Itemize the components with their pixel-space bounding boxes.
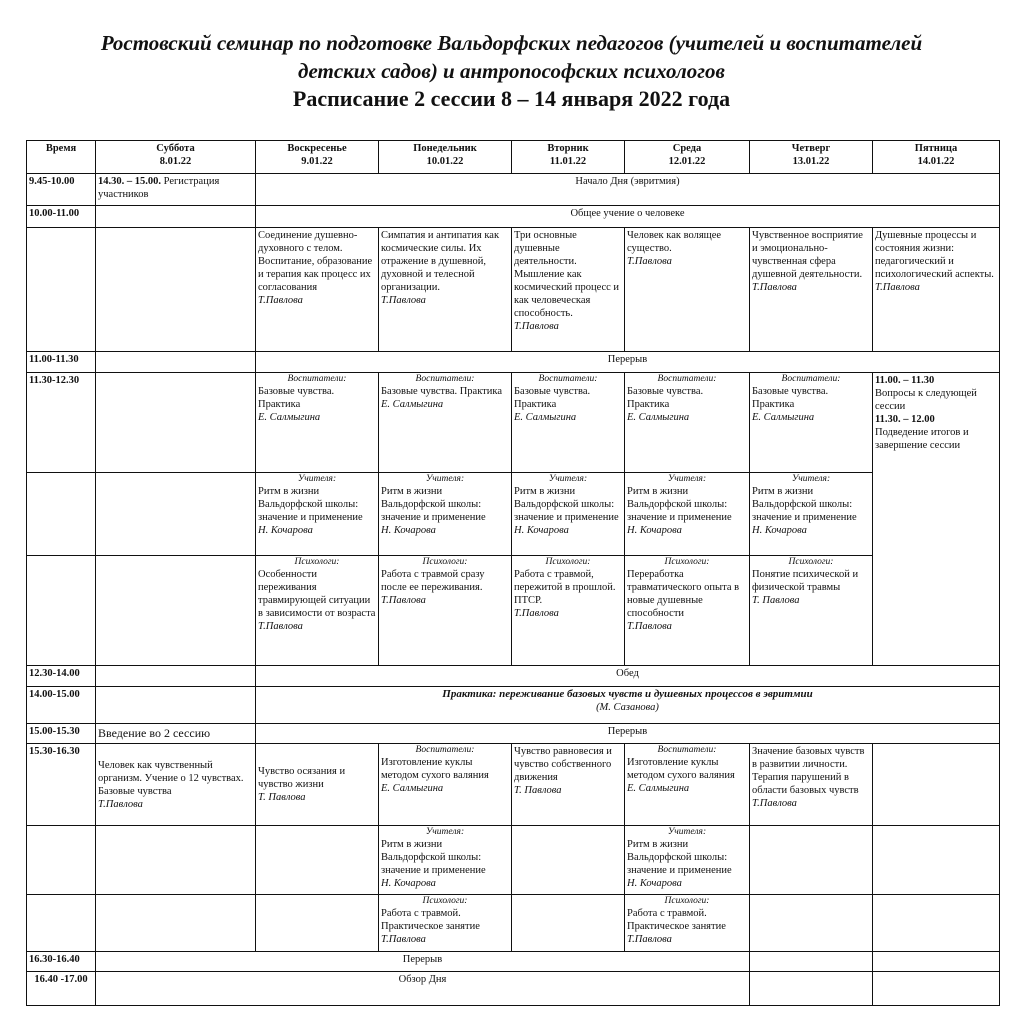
session-cell: Воспитатели: Базовые чувства. Практика Е. Салмыгина — [256, 373, 379, 473]
session-cell: Учителя: Ритм в жизни Вальдорфской школы: значение и применение Н. Кочарова — [750, 473, 873, 556]
session-cell: Воспитатели: Базовые чувства. Практика Е. Салмыгина — [512, 373, 625, 473]
break-cell: Перерыв — [96, 952, 750, 972]
lecture-cell: Чувство равновесия и чувство собственного движения Т. Павлова — [512, 744, 625, 826]
lecture-cell: Значение базовых чувств в развитии личности. Терапия парушений в области базовых чувств Т.Павлова — [750, 744, 873, 826]
time-cell: 14.00-15.00 — [27, 687, 96, 724]
lunch-cell: Обед — [256, 666, 1000, 687]
empty-cell — [873, 895, 1000, 952]
schedule-table — [26, 140, 1000, 1006]
time-cell: 9.45-10.00 — [27, 174, 96, 206]
header-day-thu: Четверг 13.01.22 — [750, 141, 873, 174]
session-cell: Психологи: Работа с травмой, пережитой в прошлой. ПТСР. Т.Павлова — [512, 556, 625, 666]
empty-cell — [27, 556, 96, 666]
day-review-cell: Обзор Дня — [96, 972, 750, 1006]
empty-cell — [27, 895, 96, 952]
empty-cell — [750, 952, 873, 972]
day-start-cell: Начало Дня (эвритмия) — [256, 174, 1000, 206]
table-row — [27, 206, 1000, 228]
empty-cell — [512, 895, 625, 952]
empty-cell — [512, 826, 625, 895]
time-cell: 12.30-14.00 — [27, 666, 96, 687]
break-cell: Перерыв — [256, 352, 1000, 373]
session-cell: Психологи: Работа с травмой сразу после ее переживания. Т.Павлова — [379, 556, 512, 666]
empty-cell — [96, 473, 256, 556]
intro-cell: Введение во 2 сессию — [96, 724, 256, 744]
header-day-fri: Пятница 14.01.22 — [873, 141, 1000, 174]
time-cell: 10.00-11.00 — [27, 206, 96, 228]
session-cell: Учителя: Ритм в жизни Вальдорфской школы: значение и применение Н. Кочарова — [256, 473, 379, 556]
lecture-cell: Чувственное восприятие и эмоционально-чувственная сфера душевной деятельности. Т.Павлова — [750, 228, 873, 352]
session-cell: Учителя: Ритм в жизни Вальдорфской школы: значение и применение Н. Кочарова — [379, 473, 512, 556]
session-cell: Учителя: Ритм в жизни Вальдорфской школы: значение и применение Н. Кочарова — [625, 826, 750, 895]
empty-cell — [96, 666, 256, 687]
time-cell: 11.30-12.30 — [27, 373, 96, 473]
table-row — [27, 744, 1000, 826]
session-cell: Воспитатели: Базовые чувства. Практика Е. Салмыгина — [625, 373, 750, 473]
empty-cell — [96, 687, 256, 724]
empty-cell — [750, 895, 873, 952]
time-cell: 11.00-11.30 — [27, 352, 96, 373]
empty-cell — [873, 744, 1000, 826]
table-row — [27, 228, 1000, 352]
session-cell: Учителя: Ритм в жизни Вальдорфской школы: значение и применение Н. Кочарова — [379, 826, 512, 895]
session-cell: Психологи: Особенности переживания травмирующей ситуации в зависимости от возраста Т.Павлова — [256, 556, 379, 666]
lecture-cell: Человек как волящее существо. Т.Павлова — [625, 228, 750, 352]
table-row — [27, 556, 1000, 666]
empty-cell — [750, 826, 873, 895]
registration-cell: 14.30. – 15.00. Регистрация участников — [96, 174, 256, 206]
header-day-tue: Вторник 11.01.22 — [512, 141, 625, 174]
header-row — [27, 141, 1000, 174]
session-cell: Воспитатели: Изготовление куклы методом сухого валяния Е. Салмыгина — [625, 744, 750, 826]
lecture-cell: Душевные процессы и состояния жизни: педагогический и психологический аспекты. Т.Павлова — [873, 228, 1000, 352]
header-day-wed: Среда 12.01.22 — [625, 141, 750, 174]
lecture-cell: Чувство осязания и чувство жизни Т. Павлова — [256, 744, 379, 826]
empty-cell — [96, 556, 256, 666]
table-row — [27, 666, 1000, 687]
table-row — [27, 473, 1000, 556]
title-line-3: Расписание 2 сессии 8 – 14 января 2022 года — [292, 86, 731, 111]
table-row — [27, 826, 1000, 895]
session-cell: Психологи: Переработка травматического опыта в новые душевные способности Т.Павлова — [625, 556, 750, 666]
closing-cell: 11.00. – 11.30 Вопросы к следующей сессии 11.30. – 12.00 Подведение итогов и завершение сессии — [873, 373, 1000, 666]
table-row — [27, 972, 1000, 1006]
header-day-sat: Суббота 8.01.22 — [96, 141, 256, 174]
session-cell: Психологи: Работа с травмой. Практическое занятие Т.Павлова — [625, 895, 750, 952]
header-day-sun: Воскресенье 9.01.22 — [256, 141, 379, 174]
title-line-1: Ростовский семинар по подготовке Вальдорфских педагогов (учителей и воспитателей — [100, 31, 923, 55]
table-row — [27, 687, 1000, 724]
general-teaching-cell: Общее учение о человеке — [256, 206, 1000, 228]
title-line-2: детских садов) и антропософских психологов — [298, 59, 725, 83]
empty-cell — [27, 826, 96, 895]
lecture-cell: Симпатия и антипатия как космические силы. Их отражение в душевной, духовной и телесной организации. Т.Павлова — [379, 228, 512, 352]
lecture-cell: Соединение душевно-духовного с телом. Воспитание, образование и терапия как процесс их согласования Т.Павлова — [256, 228, 379, 352]
header-time: Время — [27, 141, 96, 174]
table-row — [27, 952, 1000, 972]
empty-cell — [873, 952, 1000, 972]
session-cell: Воспитатели: Базовые чувства. Практика Е. Салмыгина — [379, 373, 512, 473]
empty-cell — [96, 228, 256, 352]
break-cell: Перерыв — [256, 724, 1000, 744]
empty-cell — [96, 895, 256, 952]
time-cell: 15.00-15.30 — [27, 724, 96, 744]
session-cell: Воспитатели: Изготовление куклы методом сухого валяния Е. Салмыгина — [379, 744, 512, 826]
empty-cell — [96, 826, 256, 895]
table-row — [27, 174, 1000, 206]
time-cell: 16.30-16.40 — [27, 952, 96, 972]
table-row — [27, 373, 1000, 473]
empty-cell — [256, 895, 379, 952]
eurythmy-practice-cell: Практика: переживание базовых чувств и душевных процессов в эвритмии (М. Сазанова) — [256, 687, 1000, 724]
table-row — [27, 352, 1000, 373]
session-cell: Психологи: Работа с травмой. Практическое занятие Т.Павлова — [379, 895, 512, 952]
empty-cell — [873, 826, 1000, 895]
empty-cell — [96, 352, 256, 373]
empty-cell — [96, 206, 256, 228]
table-row — [27, 895, 1000, 952]
table-row — [27, 724, 1000, 744]
time-cell: 16.40 -17.00 — [27, 972, 96, 1006]
session-cell: Учителя: Ритм в жизни Вальдорфской школы: значение и применение Н. Кочарова — [512, 473, 625, 556]
empty-cell — [27, 228, 96, 352]
empty-cell — [27, 473, 96, 556]
time-cell: 15.30-16.30 — [27, 744, 96, 826]
header-day-mon: Понедельник 10.01.22 — [379, 141, 512, 174]
lecture-cell: Человек как чувственный организм. Учение о 12 чувствах. Базовые чувства Т.Павлова — [96, 744, 256, 826]
session-cell: Воспитатели: Базовые чувства. Практика Е. Салмыгина — [750, 373, 873, 473]
empty-cell — [873, 972, 1000, 1006]
empty-cell — [96, 373, 256, 473]
empty-cell — [750, 972, 873, 1006]
empty-cell — [256, 826, 379, 895]
session-cell: Психологи: Понятие психической и физической травмы Т. Павлова — [750, 556, 873, 666]
session-cell: Учителя: Ритм в жизни Вальдорфской школы: значение и применение Н. Кочарова — [625, 473, 750, 556]
lecture-cell: Три основные душевные деятельности. Мышление как космический процесс и как человеческая способность. Т.Павлова — [512, 228, 625, 352]
